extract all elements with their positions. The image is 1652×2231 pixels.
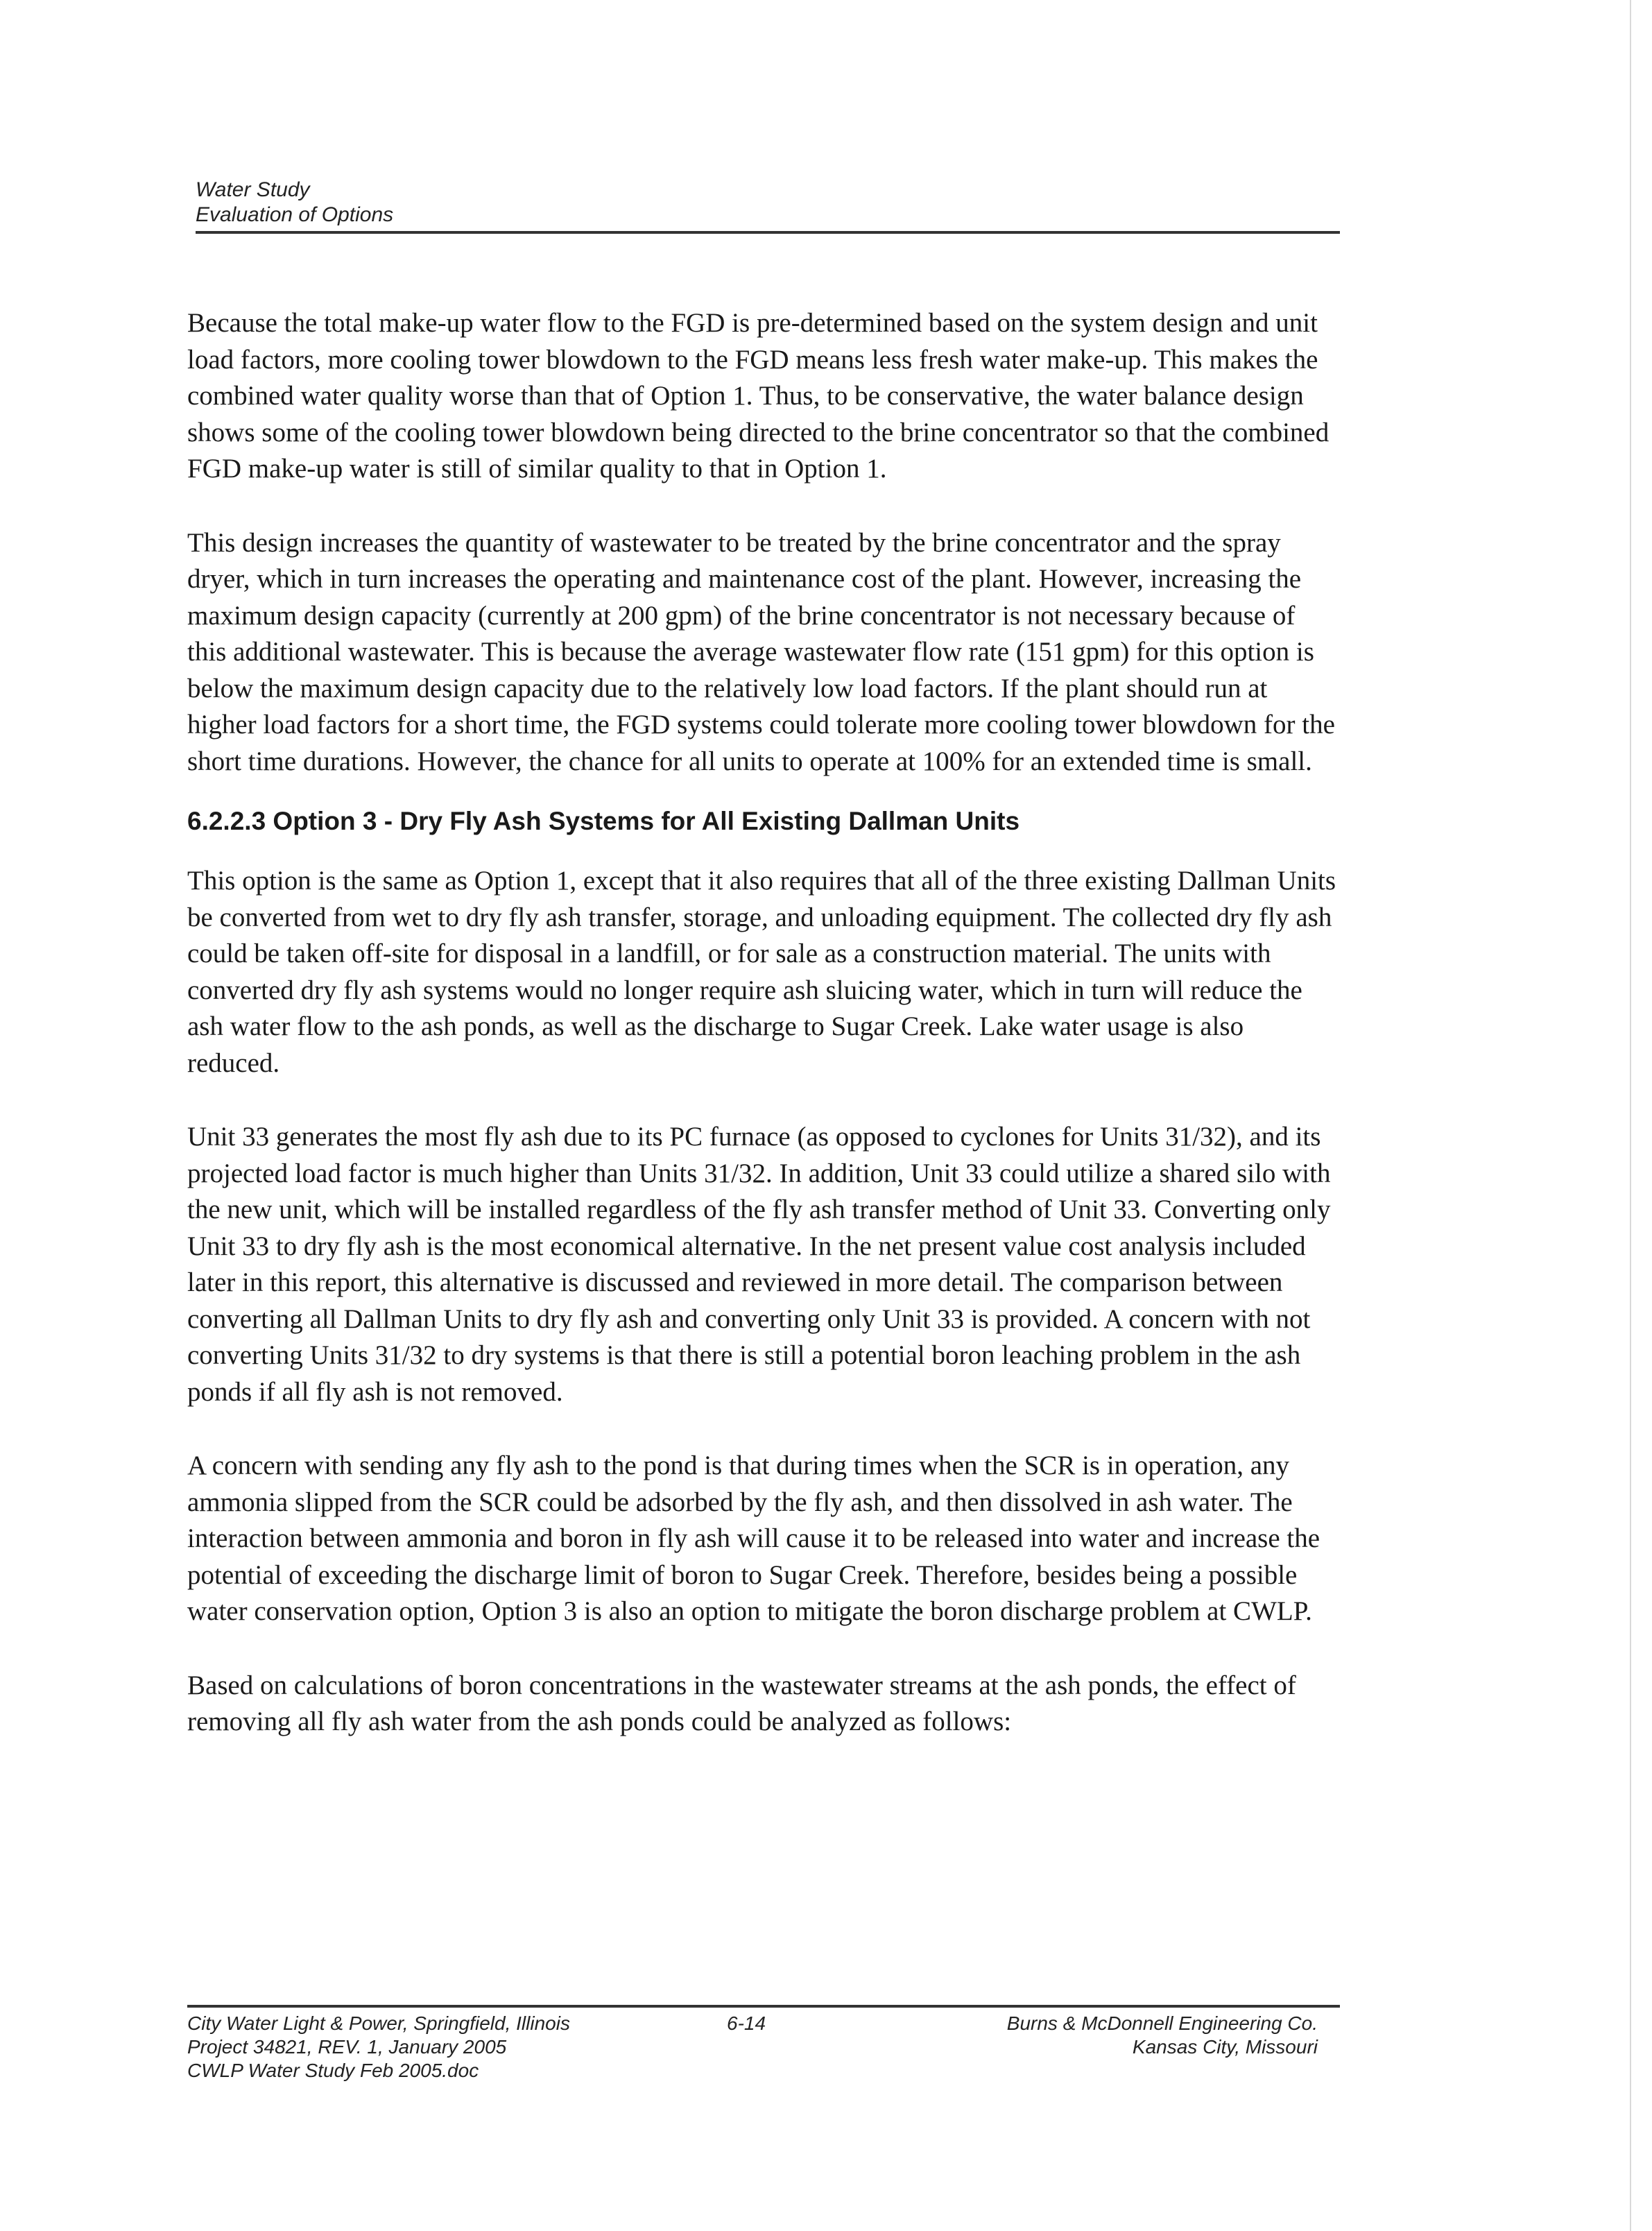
- footer-location: Kansas City, Missouri: [1132, 2036, 1318, 2058]
- paragraph-ammonia-concern: A concern with sending any fly ash to the pond is that during times when the SCR is in operation, any ammonia slipped from the SCR could be adsorbed by the fly ash, and then dissolved in ash water. The interaction between ammonia and boron in fly ash will cause it to be released into water and increase the potential of exceeding the discharge limit of boron to Sugar Creek. Therefore, besides being a possible water conservation option, Option 3 is also an option to mitigate the boron discharge problem at CWLP.: [187, 1451, 1320, 1626]
- footer-filename: CWLP Water Study Feb 2005.doc: [187, 2060, 479, 2081]
- paragraph-unit-33: Unit 33 generates the most fly ash due to its PC furnace (as opposed to cyclones for Units 31/32), and its projected load factor is much higher than Units 31/32. In addition, Unit 33 could utilize a shared silo with the new unit, which will be installed regardless of the fly ash transfer method of Unit 33. Converting only Unit 33 to dry fly ash is the most economical alternative. In the net present value cost analysis included later in this report, this alternative is discussed and reviewed in more detail. The comparison between converting all Dallman Units to dry fly ash and converting only Unit 33 is provided. A concern with not converting Units 31/32 to dry systems is that there is still a potential boron leaching problem in the ash ponds if all fly ash is not removed.: [187, 1122, 1331, 1407]
- running-header: [196, 178, 1341, 228]
- document-body: [187, 305, 1339, 1778]
- footer-right-block: [957, 2012, 1318, 2059]
- paragraph-boron-calculations: Based on calculations of boron concentrations in the wastewater streams at the ash ponds, the effect of removing all fly ash water from the ash ponds could be analyzed as follows:: [187, 1670, 1296, 1736]
- section-heading-option-3: 6.2.2.3 Option 3 - Dry Fly Ash Systems for All Existing Dallman Units: [187, 807, 1020, 835]
- footer-left-block: [187, 2012, 570, 2083]
- paragraph-option-3-description: This option is the same as Option 1, except that it also requires that all of the three existing Dallman Units be converted from wet to dry fly ash transfer, storage, and unloading equipment. The collected dry fly ash could be taken off-site for disposal in a landfill, or for sale as a construction material. The units with converted dry fly ash systems would no longer require ash sluicing water, which in turn will reduce the ash water flow to the ash ponds, as well as the discharge to Sugar Creek. Lake water usage is also reduced.: [187, 866, 1336, 1078]
- header-title: Water Study: [196, 178, 310, 201]
- header-subtitle: Evaluation of Options: [196, 203, 394, 226]
- paragraph-brine-concentrator: This design increases the quantity of wastewater to be treated by the brine concentrator and the spray dryer, which in turn increases the operating and maintenance cost of the plant. However, increasing the maximum design capacity (currently at 200 gpm) of the brine concentrator is not necessary because of this additional wastewater. This is because the average wastewater flow rate (151 gpm) for this option is below the maximum design capacity due to the relatively low load factors. If the plant should run at higher load factors for a short time, the FGD systems could tolerate more cooling tower blowdown for the short time durations. However, the chance for all units to operate at 100% for an extended time is small.: [187, 527, 1335, 776]
- footer-company: Burns & McDonnell Engineering Co.: [1006, 2012, 1318, 2034]
- header-divider: [196, 231, 1340, 234]
- footer-divider: [187, 2005, 1340, 2008]
- footer-client: City Water Light & Power, Springfield, Illinois: [187, 2012, 570, 2034]
- paragraph-fgd-makeup: Because the total make-up water flow to the FGD is pre-determined based on the system design and unit load factors, more cooling tower blowdown to the FGD means less fresh water make-up. This makes the combined water quality worse than that of Option 1. Thus, to be conservative, the water balance design shows some of the cooling tower blowdown being directed to the brine concentrator so that the combined FGD make-up water is still of similar quality to that in Option 1.: [187, 308, 1330, 484]
- footer-project: Project 34821, REV. 1, January 2005: [187, 2036, 507, 2058]
- page-edge-line: [1630, 0, 1631, 2231]
- page-number: 6-14: [727, 2012, 766, 2034]
